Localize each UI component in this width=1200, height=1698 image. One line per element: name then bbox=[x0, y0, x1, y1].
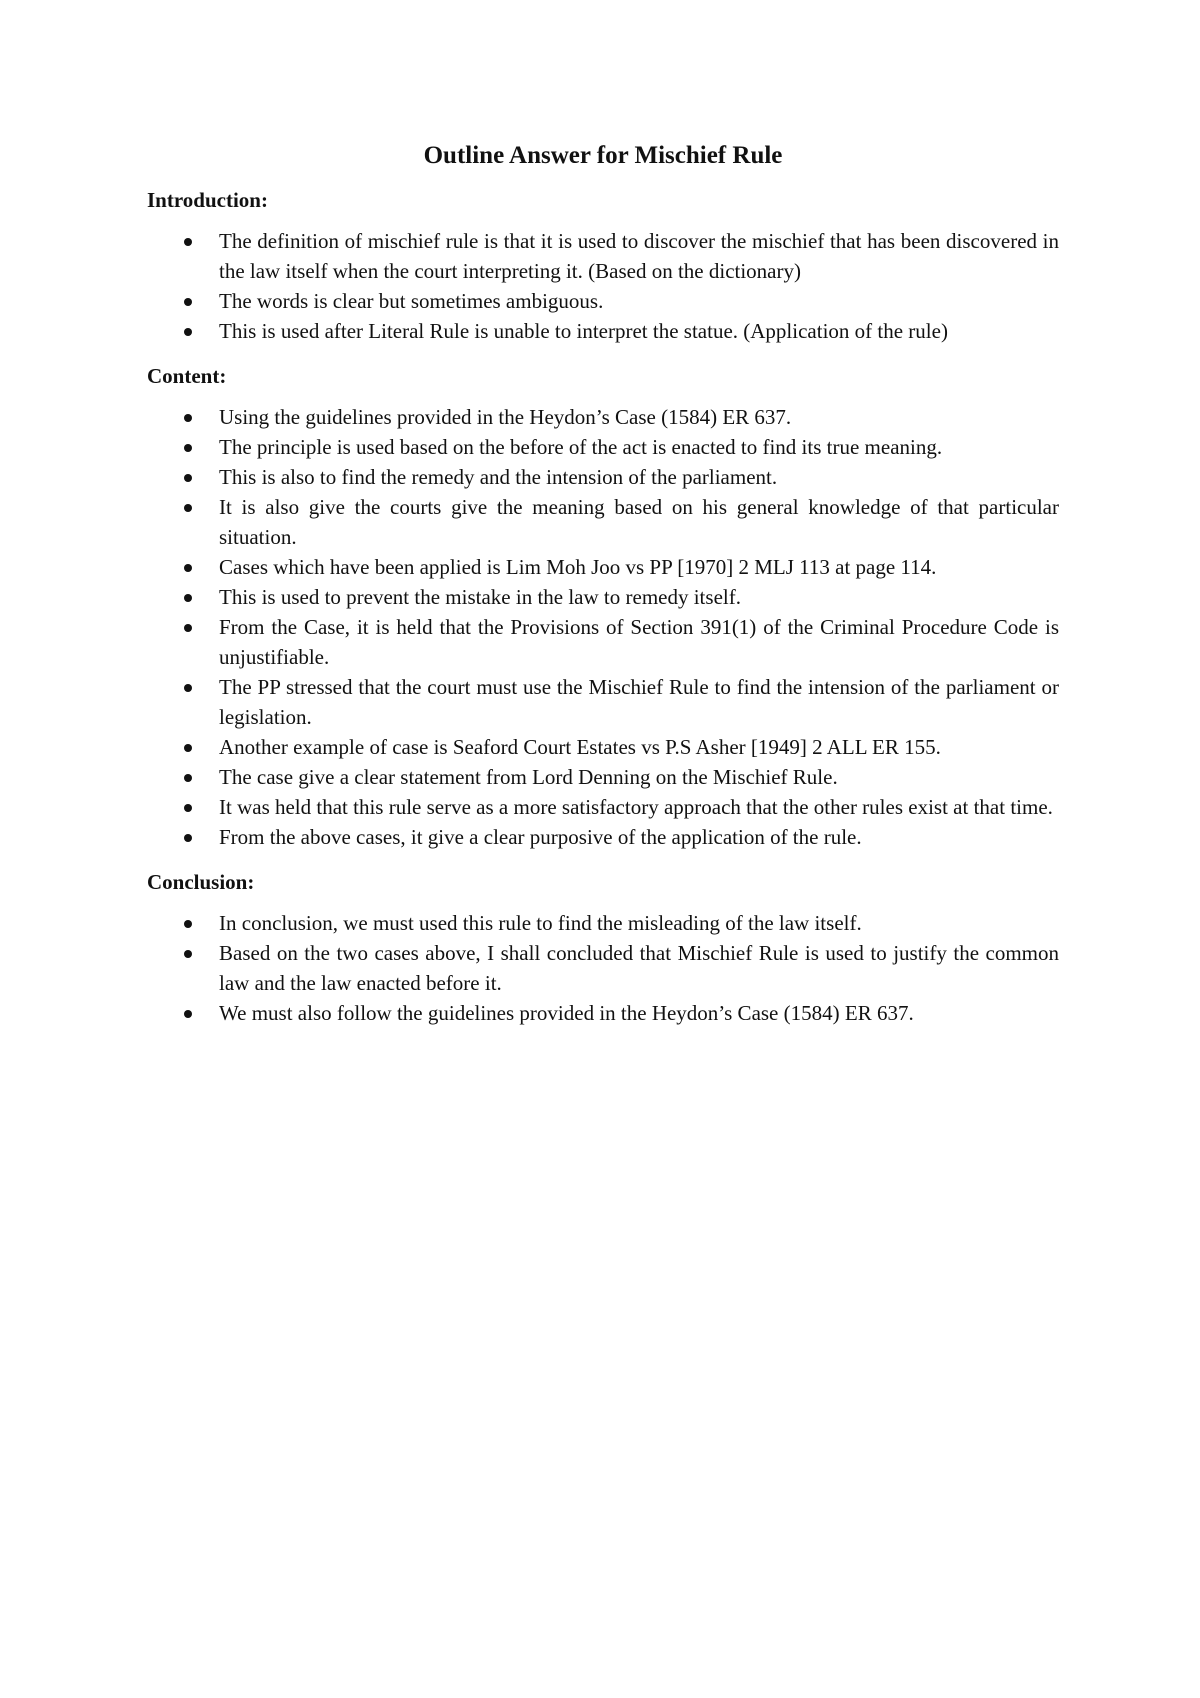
document-title: Outline Answer for Mischief Rule bbox=[423, 142, 783, 169]
introduction-section bbox=[147, 186, 1059, 346]
list-item bbox=[147, 938, 1059, 998]
list-item bbox=[147, 762, 1059, 792]
list-item-text: Cases which have been applied is Lim Moh Joo vs PP [1970] 2 MLJ 113 at page 114. bbox=[219, 555, 937, 579]
list-item-text: It is also give the courts give the meaning based on his general knowledge of that particular situation. bbox=[219, 495, 1059, 549]
list-item bbox=[147, 672, 1059, 732]
list-item-text: The definition of mischief rule is that it is used to discover the mischief that has been discovered in the law itself when the court interpreting it. (Based on the dictionary) bbox=[219, 229, 1059, 283]
list-item bbox=[147, 612, 1059, 672]
bullet-icon bbox=[184, 804, 192, 812]
list-item bbox=[147, 492, 1059, 552]
bullet-icon bbox=[184, 328, 192, 336]
list-item-text: In conclusion, we must used this rule to find the misleading of the law itself. bbox=[219, 911, 862, 935]
introduction-list bbox=[147, 226, 1059, 346]
bullet-icon bbox=[184, 238, 192, 246]
bullet-icon bbox=[184, 1010, 192, 1018]
list-item-text: The words is clear but sometimes ambiguous. bbox=[219, 289, 604, 313]
bullet-icon bbox=[184, 444, 192, 452]
list-item bbox=[147, 462, 1059, 492]
list-item-text: From the Case, it is held that the Provisions of Section 391(1) of the Criminal Procedure Code is unjustifiable. bbox=[219, 615, 1059, 669]
bullet-icon bbox=[184, 624, 192, 632]
bullet-icon bbox=[184, 834, 192, 842]
bullet-icon bbox=[184, 474, 192, 482]
content-heading: Content: bbox=[147, 364, 227, 388]
content-section bbox=[147, 362, 1059, 852]
document-page bbox=[147, 140, 1059, 1044]
list-item bbox=[147, 552, 1059, 582]
list-item-text: Using the guidelines provided in the Heydon’s Case (1584) ER 637. bbox=[219, 405, 792, 429]
bullet-icon bbox=[184, 594, 192, 602]
bullet-icon bbox=[184, 744, 192, 752]
bullet-icon bbox=[184, 504, 192, 512]
list-item bbox=[147, 402, 1059, 432]
bullet-icon bbox=[184, 950, 192, 958]
list-item-text: Another example of case is Seaford Court Estates vs P.S Asher [1949] 2 ALL ER 155. bbox=[219, 735, 941, 759]
list-item bbox=[147, 286, 1059, 316]
conclusion-section bbox=[147, 868, 1059, 1028]
bullet-icon bbox=[184, 684, 192, 692]
introduction-heading: Introduction: bbox=[147, 188, 268, 212]
list-item-text: From the above cases, it give a clear purposive of the application of the rule. bbox=[219, 825, 862, 849]
bullet-icon bbox=[184, 920, 192, 928]
list-item-text: The principle is used based on the before of the act is enacted to find its true meaning. bbox=[219, 435, 943, 459]
list-item-text: We must also follow the guidelines provided in the Heydon’s Case (1584) ER 637. bbox=[219, 1001, 914, 1025]
content-list bbox=[147, 402, 1059, 852]
list-item-text: The case give a clear statement from Lord Denning on the Mischief Rule. bbox=[219, 765, 838, 789]
list-item-text: This is also to find the remedy and the intension of the parliament. bbox=[219, 465, 778, 489]
bullet-icon bbox=[184, 414, 192, 422]
list-item bbox=[147, 226, 1059, 286]
list-item bbox=[147, 822, 1059, 852]
list-item-text: The PP stressed that the court must use the Mischief Rule to find the intension of the parliament or legislation. bbox=[219, 675, 1059, 729]
list-item-text: It was held that this rule serve as a more satisfactory approach that the other rules exist at that time. bbox=[219, 795, 1053, 819]
bullet-icon bbox=[184, 564, 192, 572]
list-item bbox=[147, 316, 1059, 346]
list-item-text: This is used to prevent the mistake in the law to remedy itself. bbox=[219, 585, 741, 609]
conclusion-heading: Conclusion: bbox=[147, 870, 255, 894]
bullet-icon bbox=[184, 774, 192, 782]
list-item bbox=[147, 792, 1059, 822]
list-item bbox=[147, 908, 1059, 938]
list-item bbox=[147, 998, 1059, 1028]
list-item-text: Based on the two cases above, I shall concluded that Mischief Rule is used to justify the common law and the law enacted before it. bbox=[219, 941, 1059, 995]
list-item bbox=[147, 582, 1059, 612]
list-item bbox=[147, 432, 1059, 462]
bullet-icon bbox=[184, 298, 192, 306]
list-item bbox=[147, 732, 1059, 762]
list-item-text: This is used after Literal Rule is unable to interpret the statue. (Application of the rule) bbox=[219, 319, 948, 343]
conclusion-list bbox=[147, 908, 1059, 1028]
